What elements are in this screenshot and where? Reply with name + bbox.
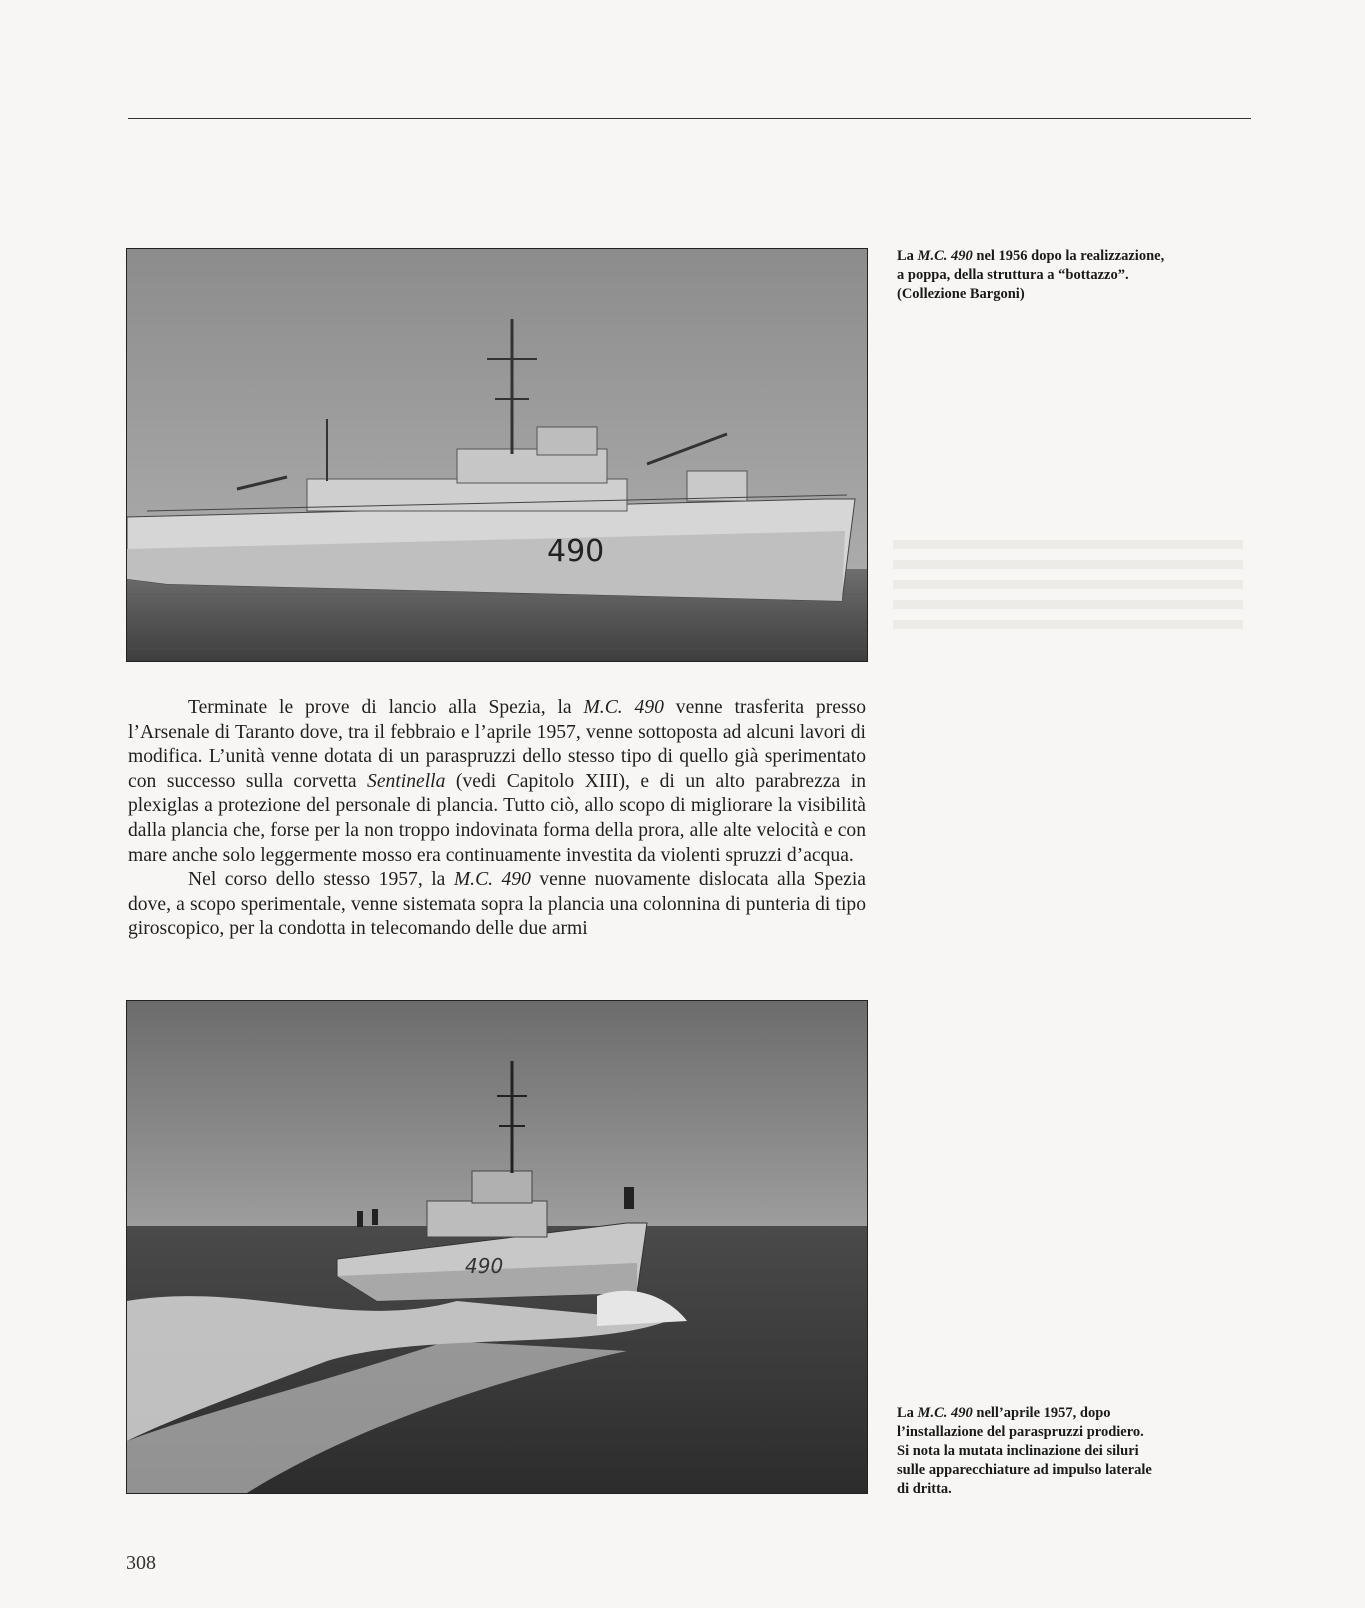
bleed-through-line bbox=[893, 600, 1243, 609]
bleed-through-line bbox=[893, 560, 1243, 569]
p1-corvette-name: Sentinella bbox=[367, 770, 446, 792]
caption1-vessel-name: M.C. 490 bbox=[917, 248, 973, 264]
bleed-through-line bbox=[893, 580, 1243, 589]
page-number: 308 bbox=[126, 1552, 156, 1574]
p1-text-b: venne trasferita presso l’Arsenale di Taranto dove, tra il febbraio e l’aprile 1957, venne sottoposta ad alcuni lavori di modifica. L’unità venne dotata di un paraspruzzi dello stesso tipo di quello già sperimentato con successo sulla corvetta bbox=[128, 697, 867, 792]
body-paragraph-2 bbox=[128, 868, 866, 942]
header-rule bbox=[128, 118, 1251, 119]
p2-text-b: venne nuovamente dislocata alla Spezia dove, a scopo sperimentale, venne sistemata sopra la plancia una colonnina di punteria di tipo giroscopico, per la condotta in telecomando delle due armi bbox=[128, 869, 866, 940]
bleed-through-line bbox=[893, 540, 1243, 549]
caption2-line2: l’installazione del paraspruzzi prodiero. bbox=[897, 1424, 1144, 1440]
p1-text-c: (vedi Capitolo XIII), e di un alto parabrezza in plexiglas a protezione del personale di plancia. Tutto ciò, allo scopo di migliorare la visibilità dalla plancia che, forse per la non troppo indovinata forma della prora, alle alte velocità e con mare anche solo leggermente mosso era continuamente investita da violenti spruzzi d’acqua. bbox=[128, 770, 866, 866]
bleed-through-line bbox=[893, 620, 1243, 629]
caption2-line3: Si nota la mutata inclinazione dei siluri bbox=[897, 1443, 1139, 1459]
caption1-line3: (Collezione Bargoni) bbox=[897, 286, 1025, 302]
caption2-line1-post: nell’aprile 1957, dopo bbox=[972, 1405, 1111, 1421]
ship-underway-illustration bbox=[127, 1001, 867, 1493]
caption2-line5: di dritta. bbox=[897, 1481, 952, 1497]
caption1-line1-post: nel 1956 dopo la realizzazione, bbox=[972, 248, 1165, 264]
photo-ship-underway-1957 bbox=[126, 1000, 868, 1494]
caption1-line1-pre: La bbox=[897, 248, 918, 264]
ship-moored-illustration bbox=[127, 249, 867, 661]
photo2-caption bbox=[897, 1404, 1257, 1499]
body-text bbox=[128, 696, 866, 942]
caption1-line2: a poppa, della struttura a “bottazzo”. bbox=[897, 267, 1129, 283]
body-paragraph-1 bbox=[128, 696, 866, 868]
caption2-line1-pre: La bbox=[897, 1405, 918, 1421]
caption2-vessel-name: M.C. 490 bbox=[917, 1405, 973, 1421]
p2-text-a: Nel corso dello stesso 1957, la bbox=[188, 869, 454, 891]
photo1-hull-number: 490 bbox=[547, 534, 605, 569]
p2-vessel-name: M.C. 490 bbox=[453, 869, 531, 891]
p1-vessel-name: M.C. 490 bbox=[583, 697, 664, 718]
photo1-caption bbox=[897, 247, 1257, 304]
photo2-hull-number: 490 bbox=[465, 1254, 504, 1278]
photo-ship-1956 bbox=[126, 248, 868, 662]
p1-text-a: Terminate le prove di lancio alla Spezia, la bbox=[188, 697, 584, 718]
caption2-line4: sulle apparecchiature ad impulso laterale bbox=[897, 1462, 1152, 1478]
